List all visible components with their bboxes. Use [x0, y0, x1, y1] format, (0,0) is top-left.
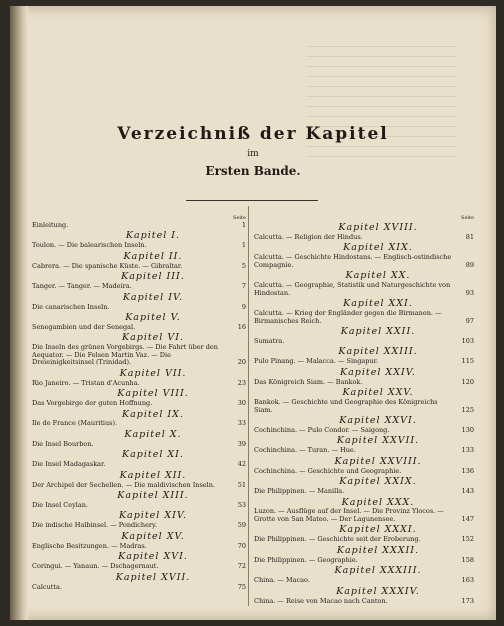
entry-text: Die Philippinen. — Geschichte seit der Eroberung.: [254, 535, 421, 544]
toc-entry: [32, 584, 246, 591]
entry-text: Die Philippinen. — Manilla.: [254, 487, 345, 496]
chapter-heading: Kapitel XVIII.: [338, 222, 418, 233]
chapter-heading: Kapitel XXVII.: [336, 435, 420, 447]
page-number: 51: [237, 480, 246, 489]
toc-entry: [32, 283, 246, 290]
page-number: 23: [237, 378, 246, 387]
toc-entry: [254, 338, 474, 345]
entry-text: Luzon. — Ausflüge auf der Insel. — Die Provinz Ylocos. — Grotte von San Mateo. — Der Lagunensee.: [254, 507, 444, 523]
entry-text: Der Archipel der Sechellen. — Die maldivischen Inseln.: [32, 480, 215, 489]
toc-entry: [254, 427, 474, 434]
chapter-heading: Kapitel IX.: [122, 408, 184, 420]
chapter-heading: Kapitel XX.: [345, 270, 411, 282]
page-number: 1: [241, 221, 246, 229]
chapter-heading: Kapitel XXII.: [340, 325, 416, 337]
toc-list-right: [254, 223, 474, 605]
toc-entry: [32, 522, 246, 529]
chapter-heading: Kapitel XII.: [119, 469, 187, 481]
page-title: Verzeichniß der Kapitel: [117, 124, 389, 144]
toc-entry: [32, 543, 246, 550]
toc-entry: [32, 420, 246, 427]
chapter-heading: Kapitel XXXIV.: [336, 585, 420, 597]
chapter-heading: Kapitel VIII.: [117, 388, 189, 400]
page-number: 89: [465, 260, 474, 269]
toc-entry: [254, 508, 474, 523]
page-number: 53: [237, 501, 246, 510]
toc-entry: [32, 461, 246, 468]
toc-entry: [32, 242, 246, 249]
toc-entry: [32, 324, 246, 331]
toc-entry: [32, 380, 246, 387]
entry-text: Toulon. — Die balearischen Inseln.: [32, 241, 147, 250]
chapter-heading: Kapitel XVII.: [115, 571, 191, 583]
entry-text: Das Königreich Siam. — Bankok.: [254, 377, 363, 386]
chapter-heading: Kapitel X.: [124, 428, 182, 440]
show-through-text: [306, 46, 456, 166]
toc-entry: [254, 358, 474, 365]
chapter-heading: Kapitel XXXIII.: [334, 565, 422, 577]
entry-text: Calcutta. — Geschichte Hindostans. — Englisch-ostindische Compagnie.: [254, 253, 452, 269]
toc-entry: [254, 379, 474, 386]
chapter-heading: Kapitel VI.: [121, 332, 184, 344]
page-number: 163: [461, 576, 474, 585]
column-divider: [248, 206, 249, 606]
entry-text: Senegambien und der Senegal.: [32, 322, 136, 331]
toc-column-right: [254, 214, 474, 607]
entry-text: Das Vorgebirge der guten Hoffnung.: [32, 399, 153, 408]
chapter-heading: Kapitel XI.: [122, 449, 184, 461]
page-number: 72: [237, 562, 246, 571]
chapter-heading: Kapitel VII.: [119, 367, 187, 379]
toc-entry: [32, 263, 246, 270]
page-number: 59: [237, 521, 246, 530]
toc-entry: [254, 468, 474, 475]
entry-text: Calcutta. — Krieg der Engländer gegen die Birmanen. — Birmanisches Reich.: [254, 309, 442, 325]
page-number: 173: [461, 596, 474, 605]
page-number: 133: [461, 446, 474, 455]
chapter-heading: Kapitel III.: [121, 271, 185, 283]
seite-label: Seite: [461, 215, 474, 221]
entry-text: Pulo Pinang. — Malacca. — Singapur.: [254, 357, 379, 366]
chapter-heading: Kapitel XXVIII.: [334, 455, 422, 467]
entry-text: Cochinchina. — Turan. — Hue.: [254, 446, 356, 455]
entry-text: Die indische Halbinsel. — Pondichery.: [32, 521, 157, 530]
toc-column-left: [32, 214, 246, 593]
chapter-heading: Kapitel XIV.: [118, 510, 188, 522]
entry-text: Tanger. — Tanger. — Madeira.: [32, 282, 132, 291]
toc-entry: [32, 304, 246, 311]
page-number: 33: [237, 419, 246, 428]
page-number: 125: [461, 405, 474, 414]
chapter-heading: Kapitel XXV.: [342, 387, 414, 399]
entry-text: Bankok. — Geschichte und Geographie des Königreichs Siam.: [254, 398, 438, 414]
entry-text: Cochinchina. — Geschichte und Geographie.: [254, 466, 402, 475]
chapter-heading: Kapitel V.: [125, 312, 181, 324]
page-number: 97: [465, 316, 474, 325]
chapter-heading: Kapitel XV.: [121, 530, 185, 542]
entry-text: Die Inseln des grünen Vorgebirgs. — Die Fahrt über den Aequator. — Die Felsen Martin Vaz. — Die Dreieinigkeitsinsel (Trinidad).: [32, 343, 218, 367]
page-number: 93: [465, 288, 474, 297]
toc-entry: [254, 557, 474, 564]
toc-entry: [254, 254, 474, 269]
entry-text: China. — Macao.: [254, 576, 310, 585]
page-number: 115: [461, 357, 474, 366]
entry-text: Coringui. — Yanaun. — Dschagernaut.: [32, 562, 159, 571]
toc-entry: [254, 598, 474, 605]
toc-entry: [254, 282, 474, 297]
page-number: 16: [237, 322, 246, 331]
page-number: 103: [461, 336, 474, 345]
toc-entry: [32, 482, 246, 489]
subtitle-line-1: im: [247, 149, 259, 159]
entry-text: Rio Janeiro. — Tristan d'Acunha.: [32, 378, 140, 387]
entry-text: Calcutta. — Geographie, Statistik und Naturgeschichte von Hindostan.: [254, 281, 451, 297]
title-rule: [186, 200, 318, 201]
entry-text: Die canarischen Inseln.: [32, 302, 110, 311]
toc-entry: [254, 399, 474, 414]
page-number: 20: [237, 358, 246, 367]
page-number: 75: [237, 582, 246, 591]
entry-text: Sumatra.: [254, 336, 285, 345]
page-number: 7: [241, 282, 246, 291]
page-number: 136: [461, 466, 474, 475]
toc-entry: [32, 222, 246, 229]
toc-entry: [254, 310, 474, 325]
page-number: 158: [461, 555, 474, 564]
toc-entry: [32, 563, 246, 570]
page-number: 30: [237, 399, 246, 408]
entry-text: Die Philippinen. — Geographie.: [254, 555, 358, 564]
entry-text: Ile de France (Mauritius).: [32, 419, 118, 428]
chapter-heading: Kapitel XIX.: [343, 242, 413, 254]
entry-text: Calcutta. — Religion der Hindus.: [254, 232, 363, 241]
toc-list-left: [32, 222, 246, 591]
page-number: 120: [461, 377, 474, 386]
entry-text: Englische Besitzungen. — Madras.: [32, 541, 147, 550]
toc-entry: [32, 502, 246, 509]
page-number: 81: [465, 232, 474, 241]
toc-entry: [254, 488, 474, 495]
chapter-heading: Kapitel XXI.: [343, 298, 413, 310]
chapter-heading: Kapitel XVI.: [118, 551, 188, 563]
chapter-heading: Kapitel XXX.: [341, 496, 415, 508]
page-number: 1: [241, 241, 246, 250]
toc-entry: [254, 447, 474, 454]
entry-text: China. — Reise von Macao nach Canton.: [254, 596, 388, 605]
page-number: 147: [461, 514, 474, 523]
entry-text: Die Insel Madagaskar.: [32, 460, 106, 469]
chapter-heading: Kapitel XXIII.: [338, 346, 418, 358]
page-number: 143: [461, 487, 474, 496]
page-number: 130: [461, 425, 474, 434]
toc-entry: [32, 344, 246, 366]
page-number: 39: [237, 439, 246, 448]
page-number: 152: [461, 535, 474, 544]
chapter-heading: Kapitel IV.: [122, 291, 184, 303]
chapter-heading: Kapitel XIII.: [117, 490, 189, 502]
page-number: 9: [241, 302, 246, 311]
book-page: [10, 6, 496, 620]
toc-entry: [254, 577, 474, 584]
chapter-heading: Kapitel XXXII.: [336, 544, 420, 556]
chapter-heading: Kapitel XXVI.: [339, 415, 417, 426]
entry-text: Cabrera. — Die spanische Küste. — Gibraltar.: [32, 261, 183, 270]
toc-entry: [254, 234, 474, 241]
entry-text: Einleitung.: [32, 221, 69, 229]
chapter-heading: Kapitel II.: [123, 250, 183, 262]
chapter-heading: Kapitel XXXI.: [339, 524, 417, 536]
chapter-heading: Kapitel XXIV.: [340, 366, 416, 378]
toc-entry: [32, 441, 246, 448]
subtitle-line-2: Ersten Bande.: [205, 164, 301, 178]
entry-text: Die Insel Bourbon.: [32, 439, 94, 448]
chapter-heading: Kapitel XXIX.: [339, 476, 417, 488]
seite-label: Seite: [233, 215, 246, 221]
page-gutter: [10, 6, 28, 620]
page-number: 42: [237, 460, 246, 469]
entry-text: Cochinchina. — Pulo Condor. — Saigong.: [254, 425, 390, 434]
chapter-heading: Kapitel I.: [125, 230, 181, 242]
toc-entry: [32, 400, 246, 407]
entry-text: Die Insel Ceylan.: [32, 501, 88, 510]
entry-text: Calcutta.: [32, 582, 62, 591]
toc-entry: [254, 536, 474, 543]
page-number: 70: [237, 541, 246, 550]
page-number: 5: [241, 261, 246, 270]
